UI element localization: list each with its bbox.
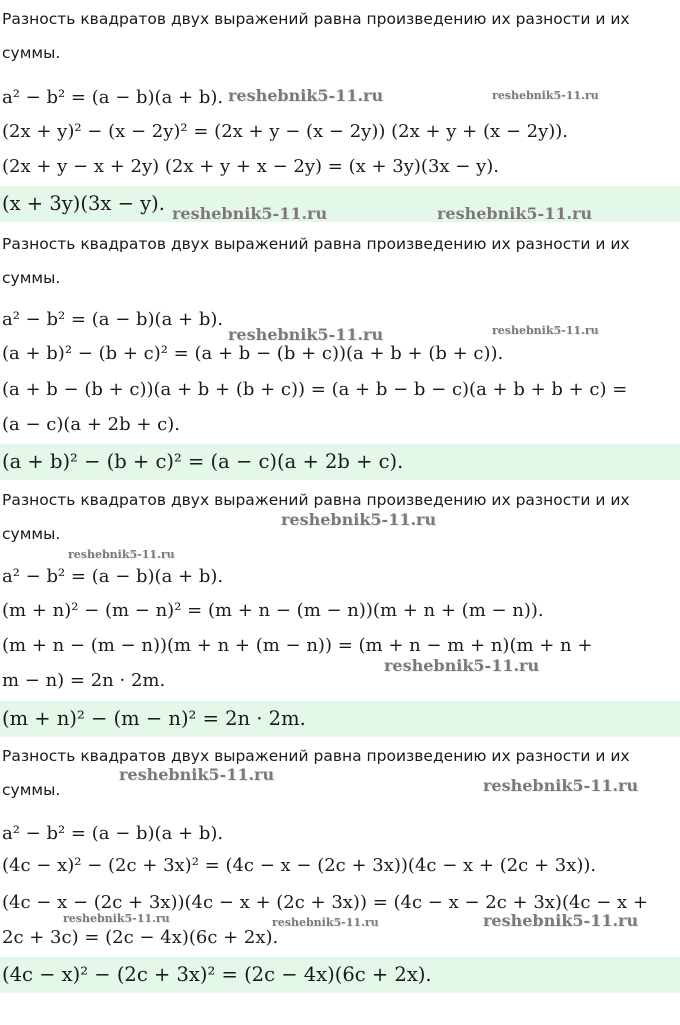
math-line: (4c − x − (2c + 3x))(4c − x + (2c + 3x)) = (4c − x − 2c + 3x)(4c − x + — [2, 892, 648, 913]
formula-line: a² − b² = (a − b)(a + b). — [2, 566, 224, 587]
answer-highlight — [0, 701, 680, 737]
math-line: (2x + y − x + 2y) (2x + y + x − 2y) = (x + 3y)(3x − y). — [2, 156, 499, 177]
watermark: reshebnik5-11.ru — [281, 510, 437, 529]
math-line: (a + b)² − (b + c)² = (a + b − (b + c))(a + b + (b + c)). — [2, 343, 504, 364]
answer-text: (m + n)² − (m − n)² = 2n · 2m. — [2, 707, 306, 730]
intro-text: Разность квадратов двух выражений равна произведению их разности и их суммы. — [2, 491, 630, 543]
math-line: m − n) = 2n · 2m. — [2, 670, 166, 691]
formula-line: a² − b² = (a − b)(a + b). — [2, 309, 224, 330]
intro-text: Разность квадратов двух выражений равна произведению их разности и их суммы. — [2, 235, 630, 287]
watermark: reshebnik5-11.ru — [272, 916, 379, 929]
solution-1 — [0, 0, 680, 225]
math-line: (2x + y)² − (x − 2y)² = (2x + y − (x − 2y)) (2x + y + (x − 2y)). — [2, 121, 569, 142]
watermark: reshebnik5-11.ru — [228, 325, 384, 344]
intro-text: Разность квадратов двух выражений равна произведению их разности и их суммы. — [2, 747, 630, 799]
watermark: reshebnik5-11.ru — [437, 204, 593, 223]
watermark: reshebnik5-11.ru — [119, 765, 275, 784]
watermark: reshebnik5-11.ru — [492, 89, 599, 102]
math-line: (4c − x)² − (2c + 3x)² = (4c − x − (2c + 3x))(4c − x + (2c + 3x)). — [2, 855, 597, 876]
math-line: (m + n − (m − n))(m + n + (m − n)) = (m + n − m + n)(m + n + — [2, 635, 593, 656]
watermark: reshebnik5-11.ru — [172, 204, 328, 223]
watermark: reshebnik5-11.ru — [384, 656, 540, 675]
answer-highlight — [0, 957, 680, 993]
watermark: reshebnik5-11.ru — [483, 911, 639, 930]
solution-3 — [0, 483, 680, 739]
math-line: (a + b − (b + c))(a + b + (b + c)) = (a + b − b − c)(a + b + b + c) = — [2, 379, 628, 400]
math-line: (a − c)(a + 2b + c). — [2, 414, 180, 435]
solution-2 — [0, 227, 680, 483]
math-line: 2c + 3c) = (2c − 4x)(6c + 2x). — [2, 927, 279, 948]
formula-line: a² − b² = (a − b)(a + b). — [2, 823, 224, 844]
watermark: reshebnik5-11.ru — [63, 912, 170, 925]
math-line: (m + n)² − (m − n)² = (m + n − (m − n))(m + n + (m − n)). — [2, 600, 544, 621]
answer-text: (4c − x)² − (2c + 3x)² = (2c − 4x)(6c + 2x). — [2, 963, 432, 986]
answer-text: (a + b)² − (b + c)² = (a − c)(a + 2b + c). — [2, 450, 404, 473]
answer-highlight — [0, 444, 680, 480]
formula-line: a² − b² = (a − b)(a + b). — [2, 87, 224, 108]
watermark: reshebnik5-11.ru — [492, 324, 599, 337]
intro-text: Разность квадратов двух выражений равна произведению их разности и их суммы. — [2, 10, 630, 62]
solution-4 — [0, 739, 680, 1025]
watermark: reshebnik5-11.ru — [68, 548, 175, 561]
watermark: reshebnik5-11.ru — [228, 86, 384, 105]
answer-text: (x + 3y)(3x − y). — [2, 192, 165, 215]
watermark: reshebnik5-11.ru — [483, 776, 639, 795]
